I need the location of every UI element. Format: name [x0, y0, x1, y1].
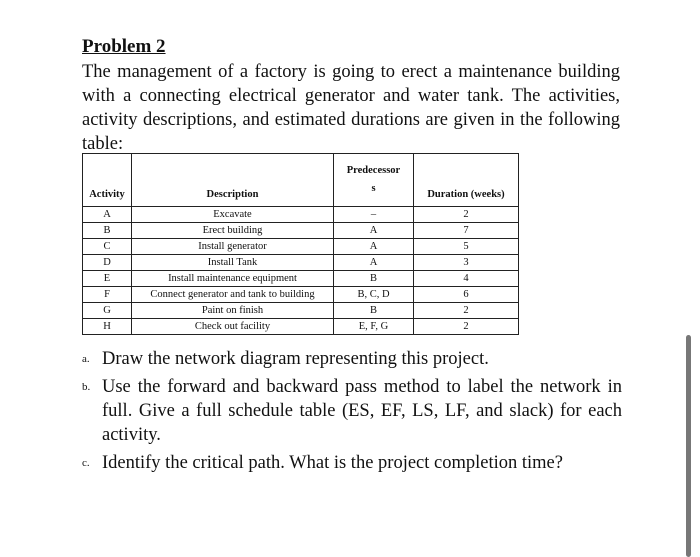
cell-duration: 7	[414, 223, 519, 239]
cell-predecessors: –	[334, 207, 414, 223]
table-row	[83, 239, 519, 255]
cell-activity: F	[83, 287, 132, 303]
cell-duration: 3	[414, 255, 519, 271]
cell-predecessors: A	[334, 239, 414, 255]
table-row	[83, 287, 519, 303]
header-predecessors: Predecessor s	[334, 154, 414, 207]
question-item	[82, 451, 622, 475]
table-row	[83, 255, 519, 271]
table-row	[83, 303, 519, 319]
cell-description: Install Tank	[132, 255, 334, 271]
problem-intro: The management of a factory is going to erect a maintenance building with a connecting electrical generator and water tank. The activities, activity descriptions, and estimated durations are given in the following table:	[82, 62, 620, 154]
cell-description: Install maintenance equipment	[132, 271, 334, 287]
cell-duration: 4	[414, 271, 519, 287]
table-row	[83, 319, 519, 335]
question-marker: b.	[82, 381, 91, 393]
cell-predecessors: A	[334, 223, 414, 239]
cell-activity: B	[83, 223, 132, 239]
table-row	[83, 271, 519, 287]
table-header-row	[83, 154, 519, 207]
cell-activity: E	[83, 271, 132, 287]
cell-predecessors: A	[334, 255, 414, 271]
header-activity: Activity	[83, 154, 132, 207]
cell-activity: H	[83, 319, 132, 335]
question-marker: a.	[82, 353, 90, 365]
question-text: Use the forward and backward pass method to label the network in full. Give a full schedule table (ES, EF, LS, LF, and slack) for each activity.	[102, 377, 622, 445]
cell-predecessors: B, C, D	[334, 287, 414, 303]
cell-duration: 5	[414, 239, 519, 255]
cell-duration: 6	[414, 287, 519, 303]
activity-table	[82, 153, 519, 335]
question-item	[82, 347, 622, 371]
cell-activity: D	[83, 255, 132, 271]
question-list	[82, 347, 622, 479]
cell-activity: G	[83, 303, 132, 319]
table-row	[83, 223, 519, 239]
cell-activity: A	[83, 207, 132, 223]
cell-activity: C	[83, 239, 132, 255]
cell-description: Connect generator and tank to building	[132, 287, 334, 303]
cell-duration: 2	[414, 207, 519, 223]
question-text: Draw the network diagram representing this project.	[102, 349, 489, 369]
cell-predecessors: B	[334, 303, 414, 319]
cell-description: Paint on finish	[132, 303, 334, 319]
cell-description: Erect building	[132, 223, 334, 239]
table-row	[83, 207, 519, 223]
cell-duration: 2	[414, 303, 519, 319]
cell-description: Install generator	[132, 239, 334, 255]
cell-predecessors: B	[334, 271, 414, 287]
header-duration: Duration (weeks)	[414, 154, 519, 207]
question-text: Identify the critical path. What is the project completion time?	[102, 453, 563, 473]
cell-duration: 2	[414, 319, 519, 335]
scrollbar[interactable]	[686, 335, 691, 557]
question-item	[82, 375, 622, 447]
cell-description: Excavate	[132, 207, 334, 223]
question-marker: c.	[82, 457, 90, 469]
header-description: Description	[132, 154, 334, 207]
problem-title: Problem 2	[82, 36, 166, 57]
cell-description: Check out facility	[132, 319, 334, 335]
cell-predecessors: E, F, G	[334, 319, 414, 335]
